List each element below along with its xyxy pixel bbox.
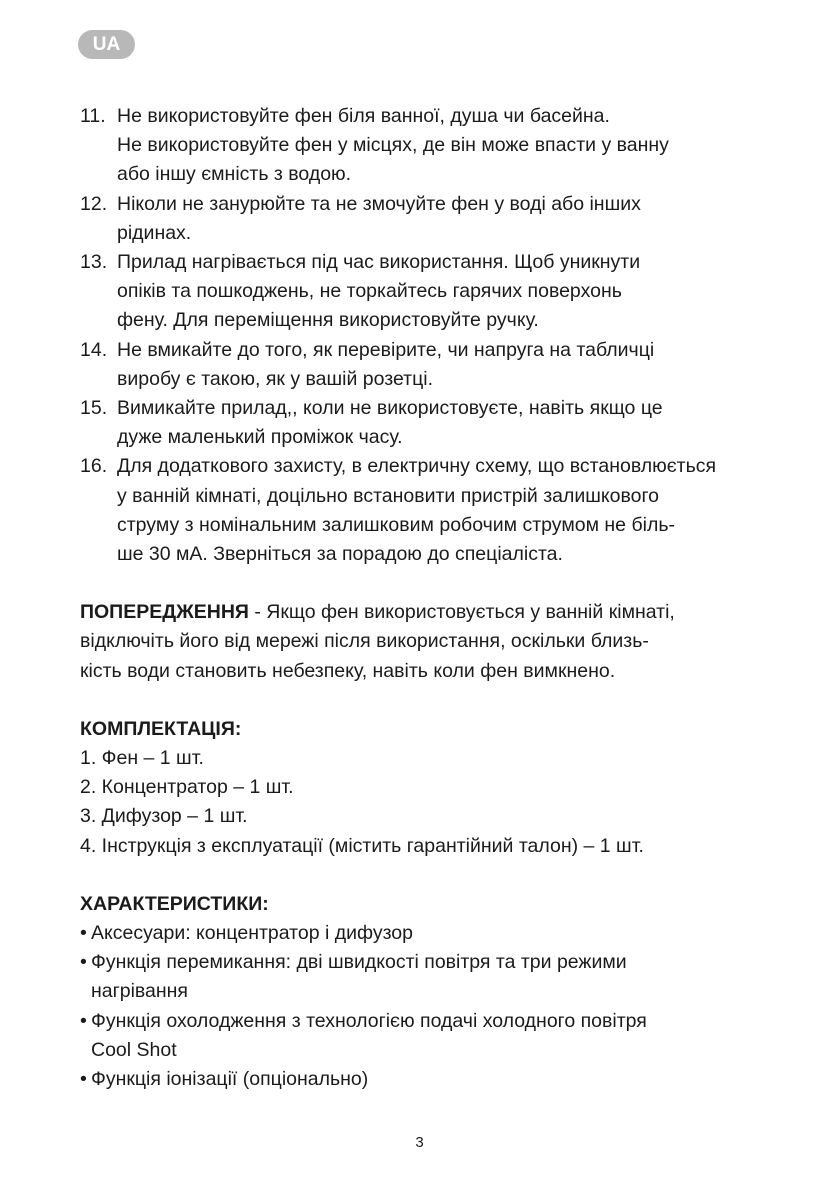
rule-line: рідинах. [117,221,192,244]
rule-line: опіків та пошкоджень, не торкайтесь гарячих поверхонь [117,280,622,303]
spec-item [80,948,770,1006]
rule-line: Не вмикайте до того, як перевірите, чи напруга на табличці [117,338,655,361]
spec-line: Функція іонізації (опціонально) [91,1068,369,1091]
rule-line: Не використовуйте фен біля ванної, душа чи басейна. [117,105,610,127]
spec-line: Функція перемикання: дві швидкості повітря та три режими [91,951,627,974]
spec-item [80,919,770,948]
bullet-icon: • [80,951,87,974]
rule-line: Для додаткового захисту, в електричну схему, що встановлюється [117,455,717,478]
rule-item [80,190,770,248]
bullet-icon: • [80,1068,87,1091]
kit-item: 2. Концентратор – 1 шт. [80,776,294,799]
rule-item [80,452,770,569]
rule-number: 15. [80,397,108,420]
rule-line: ше 30 мА. Зверніться за порадою до спеціаліста. [117,543,563,566]
spec-line: Функція охолодження з технологією подачі холодного повітря [91,1009,647,1032]
warning-first-line [80,598,770,627]
rule-number: 13. [80,251,108,274]
warning-line: відключіть його від мережі після використання, оскільки близь- [80,630,649,653]
rule-number: 14. [80,338,108,361]
rule-line: струму з номінальним залишковим робочим струмом не біль- [117,513,675,536]
rule-line: виробу є такою, як у вашій розетці. [117,367,434,390]
spec-item [80,1065,770,1094]
rule-line: Вимикайте прилад,, коли не використовуєте, навіть якщо це [117,397,663,420]
bullet-icon: • [80,922,87,945]
page-number: 3 [415,1134,424,1151]
specs-heading: ХАРАКТЕРИСТИКИ: [80,892,269,915]
rule-number: 16. [80,455,108,478]
rule-line: у ванній кімнаті, доцільно встановити пристрій залишкового [117,484,660,507]
kit-heading: КОМПЛЕКТАЦІЯ: [80,717,242,740]
spec-line: Аксесуари: концентратор і дифузор [91,922,413,945]
rule-number: 12. [80,192,108,215]
spec-item [80,1007,770,1065]
kit-list [80,744,770,861]
rule-item [80,102,770,190]
rule-line: Ніколи не занурюйте та не змочуйте фен у воді або інших [117,192,641,215]
rule-line: Не використовуйте фен у місцях, де він може впасти у ванну [117,134,669,157]
language-badge: UA [78,30,135,59]
kit-section [80,715,770,861]
kit-item: 4. Інструкція з експлуатації (містить гарантійний талон) – 1 шт. [80,834,644,857]
rule-item [80,336,770,394]
rule-line: дуже маленький проміжок часу. [117,426,403,449]
spec-line: нагрівання [91,980,188,1003]
warning-label: ПОПЕРЕДЖЕННЯ [80,601,249,624]
page-content [80,102,770,1094]
rule-line: або іншу ємність з водою. [117,163,352,186]
rule-number: 11. [80,105,106,127]
rule-item [80,248,770,336]
warning-line: кість води становить небезпеку, навіть коли фен вимкнено. [80,659,616,682]
kit-item: 3. Дифузор – 1 шт. [80,805,248,828]
rules-list [80,102,770,569]
warning-text: - Якщо фен використовується у ванній кімнаті, [248,601,675,624]
kit-item: 1. Фен – 1 шт. [80,747,204,770]
specs-section [80,890,770,1094]
warning-paragraph [80,598,770,686]
rule-line: Прилад нагрівається під час використання. Щоб уникнути [117,251,641,274]
rule-item [80,394,770,452]
bullet-icon: • [80,1009,87,1032]
spec-line: Cool Shot [91,1038,177,1061]
rule-line: фену. Для переміщення використовуйте ручку. [117,309,539,332]
